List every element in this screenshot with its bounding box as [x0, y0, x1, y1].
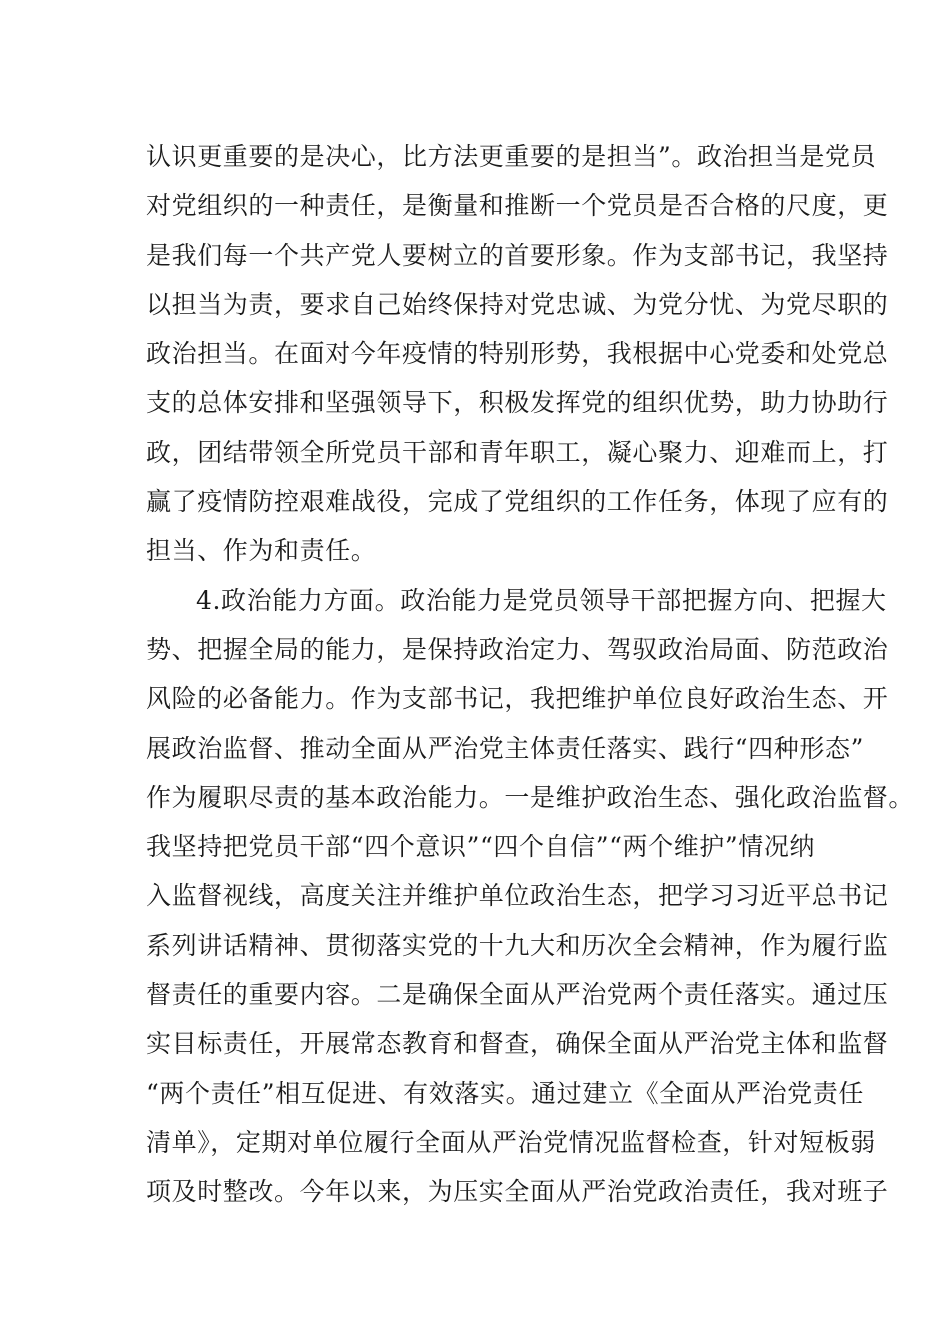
text-line: 是我们每一个共产党人要树立的首要形象。作为支部书记，我坚持 — [146, 240, 889, 270]
text-line: 督责任的重要内容。二是确保全面从严治党两个责任落实。通过压 — [146, 980, 889, 1010]
text-line: 入监督视线，高度关注并维护单位政治生态，把学习习近平总书记 — [146, 881, 889, 911]
text-line: 我坚持把党员干部“四个意识”“四个自信”“两个维护”情况纳 — [146, 832, 816, 862]
paragraph-start-line: 4.政治能力方面。政治能力是党员领导干部把握方向、把握大 — [196, 585, 887, 615]
text-line: 清单》，定期对单位履行全面从严治党情况监督检查，针对短板弱 — [146, 1127, 876, 1157]
text-line: 支的总体安排和坚强领导下，积极发挥党的组织优势，助力协助行 — [146, 388, 889, 418]
text-line: 政治担当。在面对今年疫情的特别形势，我根据中心党委和处党总 — [146, 339, 889, 369]
text-line: 势、把握全局的能力，是保持政治定力、驾驭政治局面、防范政治 — [146, 634, 889, 664]
text-line: 政，团结带领全所党员干部和青年职工，凝心聚力、迎难而上，打 — [146, 437, 889, 467]
text-line: 项及时整改。今年以来，为压实全面从严治党政治责任，我对班子 — [146, 1177, 889, 1207]
text-line: 以担当为责，要求自己始终保持对党忠诚、为党分忧、为党尽职的 — [146, 289, 889, 319]
text-line: 作为履职尽责的基本政治能力。一是维护政治生态、强化政治监督。 — [146, 782, 915, 812]
text-line: “两个责任”相互促进、有效落实。通过建立《全面从严治党责任 — [146, 1078, 864, 1108]
text-line: 风险的必备能力。作为支部书记，我把维护单位良好政治生态、开 — [146, 684, 889, 714]
text-line: 认识更重要的是决心，比方法更重要的是担当”。政治担当是党员 — [146, 142, 877, 171]
text-line: 担当、作为和责任。 — [146, 536, 377, 566]
text-line: 实目标责任，开展常态教育和督查，确保全面从严治党主体和监督 — [146, 1029, 889, 1059]
text-line: 赢了疫情防控艰难战役，完成了党组织的工作任务，体现了应有的 — [146, 487, 889, 517]
body-text — [146, 132, 915, 1217]
text-line: 展政治监督、推动全面从严治党主体责任落实、践行“四种形态” — [146, 733, 864, 763]
text-line: 系列讲话精神、贯彻落实党的十九大和历次全会精神，作为履行监 — [146, 930, 889, 960]
text-line: 对党组织的一种责任，是衡量和推断一个党员是否合格的尺度，更 — [146, 191, 889, 221]
